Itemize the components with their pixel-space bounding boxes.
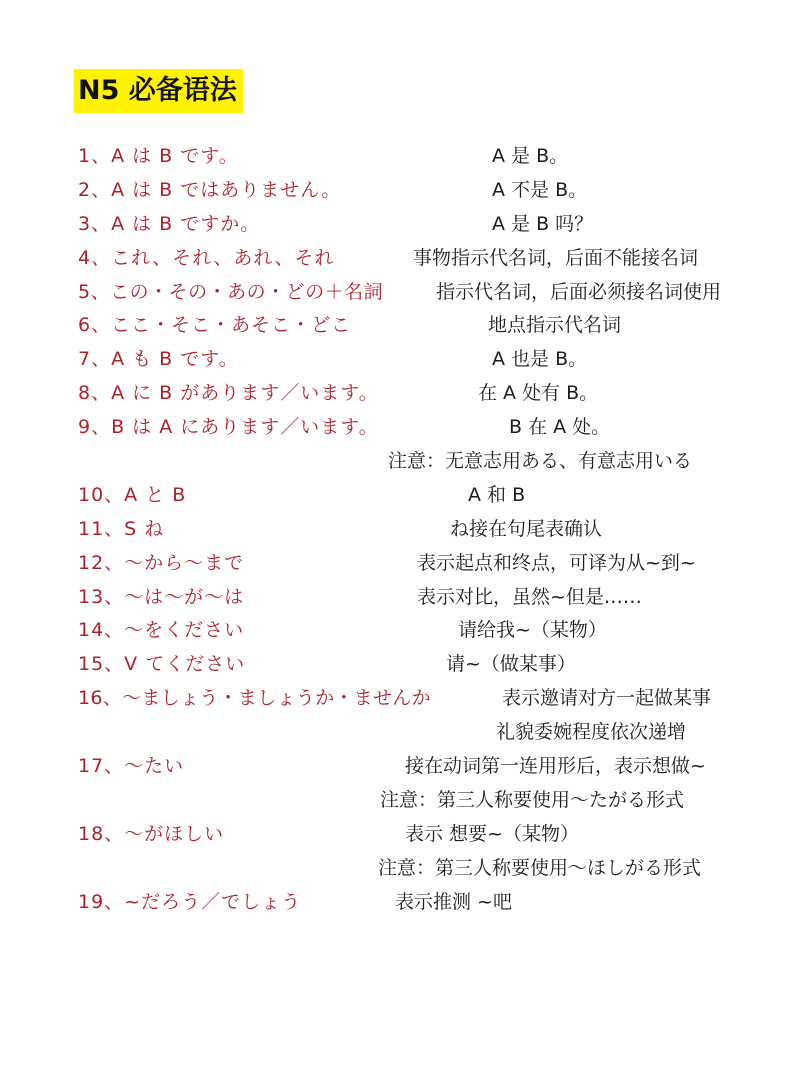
grammar-note-row <box>0 716 800 750</box>
grammar-row <box>0 242 800 276</box>
grammar-list <box>0 140 800 919</box>
grammar-row <box>0 377 800 411</box>
grammar-row <box>0 581 800 615</box>
grammar-row <box>0 547 800 581</box>
grammar-meaning: 指示代名词，后面必须接名词使用 <box>436 280 722 303</box>
grammar-meaning: 接在动词第一连用形后，表示想做~ <box>405 755 706 778</box>
grammar-pattern: 7、A も B です。 <box>78 348 239 371</box>
grammar-row <box>0 886 800 920</box>
grammar-row <box>0 208 800 242</box>
grammar-note-row <box>0 445 800 479</box>
grammar-pattern: 19、~だろう／でしょう <box>78 890 302 913</box>
grammar-meaning: ね接在句尾表确认 <box>450 517 603 540</box>
grammar-meaning: 在 A 处有 B。 <box>478 382 599 405</box>
grammar-pattern: 18、～がほしい <box>78 822 225 845</box>
grammar-pattern: 13、～は～が～は <box>78 585 245 608</box>
grammar-row <box>0 479 800 513</box>
grammar-pattern: 14、～をください <box>78 619 245 642</box>
grammar-note-row <box>0 784 800 818</box>
grammar-pattern: 17、～たい <box>78 755 185 778</box>
grammar-note: 注意：无意志用ある、有意志用いる <box>388 450 693 473</box>
grammar-pattern: 16、～ましょう・ましょうか・ませんか <box>78 687 431 710</box>
grammar-row <box>0 174 800 208</box>
grammar-meaning: A 不是 B。 <box>492 178 588 201</box>
grammar-row <box>0 614 800 648</box>
grammar-row <box>0 309 800 343</box>
page-title: N5 必备语法 <box>74 69 243 113</box>
grammar-meaning: 表示 想要~（某物） <box>405 822 579 845</box>
grammar-meaning: A 和 B <box>468 483 526 506</box>
grammar-pattern: 15、V てください <box>78 653 246 676</box>
grammar-meaning: 地点指示代名词 <box>488 314 622 337</box>
grammar-note: 注意：第三人称要使用～ほしがる形式 <box>378 856 702 879</box>
grammar-note: 礼貌委婉程度依次递增 <box>496 721 687 744</box>
grammar-pattern: 9、B は A にあります／います。 <box>78 416 379 439</box>
grammar-row <box>0 682 800 716</box>
grammar-note: 注意：第三人称要使用～たがる形式 <box>380 788 685 811</box>
grammar-pattern: 4、これ、それ、あれ、それ <box>78 246 335 269</box>
grammar-meaning: 表示起点和终点，可译为从~到~ <box>417 551 696 574</box>
grammar-meaning: 事物指示代名词，后面不能接名词 <box>413 246 699 269</box>
grammar-meaning: 表示对比，虽然~但是…… <box>417 585 642 608</box>
grammar-meaning: 表示邀请对方一起做某事 <box>502 687 712 710</box>
grammar-row <box>0 276 800 310</box>
grammar-meaning: 表示推测 ~吧 <box>395 890 512 913</box>
grammar-pattern: 12、～から～まで <box>78 551 245 574</box>
grammar-row <box>0 750 800 784</box>
grammar-meaning: A 是 B 吗？ <box>492 212 594 235</box>
grammar-pattern: 1、A は B です。 <box>78 145 239 167</box>
grammar-pattern: 3、A は B ですか。 <box>78 212 261 235</box>
grammar-pattern: 10、A と B <box>78 483 187 506</box>
grammar-meaning: 请给我~（某物） <box>458 619 607 642</box>
grammar-row <box>0 140 800 174</box>
grammar-meaning: A 是 B。 <box>492 145 569 167</box>
grammar-meaning: A 也是 B。 <box>492 348 588 371</box>
grammar-pattern: 11、S ね <box>78 517 165 540</box>
grammar-meaning: B 在 A 处。 <box>509 416 611 439</box>
grammar-row <box>0 411 800 445</box>
grammar-note-row <box>0 852 800 886</box>
grammar-row <box>0 648 800 682</box>
grammar-row <box>0 513 800 547</box>
grammar-pattern: 6、ここ・そこ・あそこ・どこ <box>78 314 352 337</box>
grammar-meaning: 请~（做某事） <box>446 653 576 676</box>
grammar-row <box>0 343 800 377</box>
grammar-row <box>0 818 800 852</box>
grammar-pattern: 2、A は B ではありません。 <box>78 178 342 201</box>
grammar-pattern: 5、この・その・あの・どの＋名詞 <box>78 280 384 303</box>
grammar-pattern: 8、A に B があります／います。 <box>78 382 379 405</box>
